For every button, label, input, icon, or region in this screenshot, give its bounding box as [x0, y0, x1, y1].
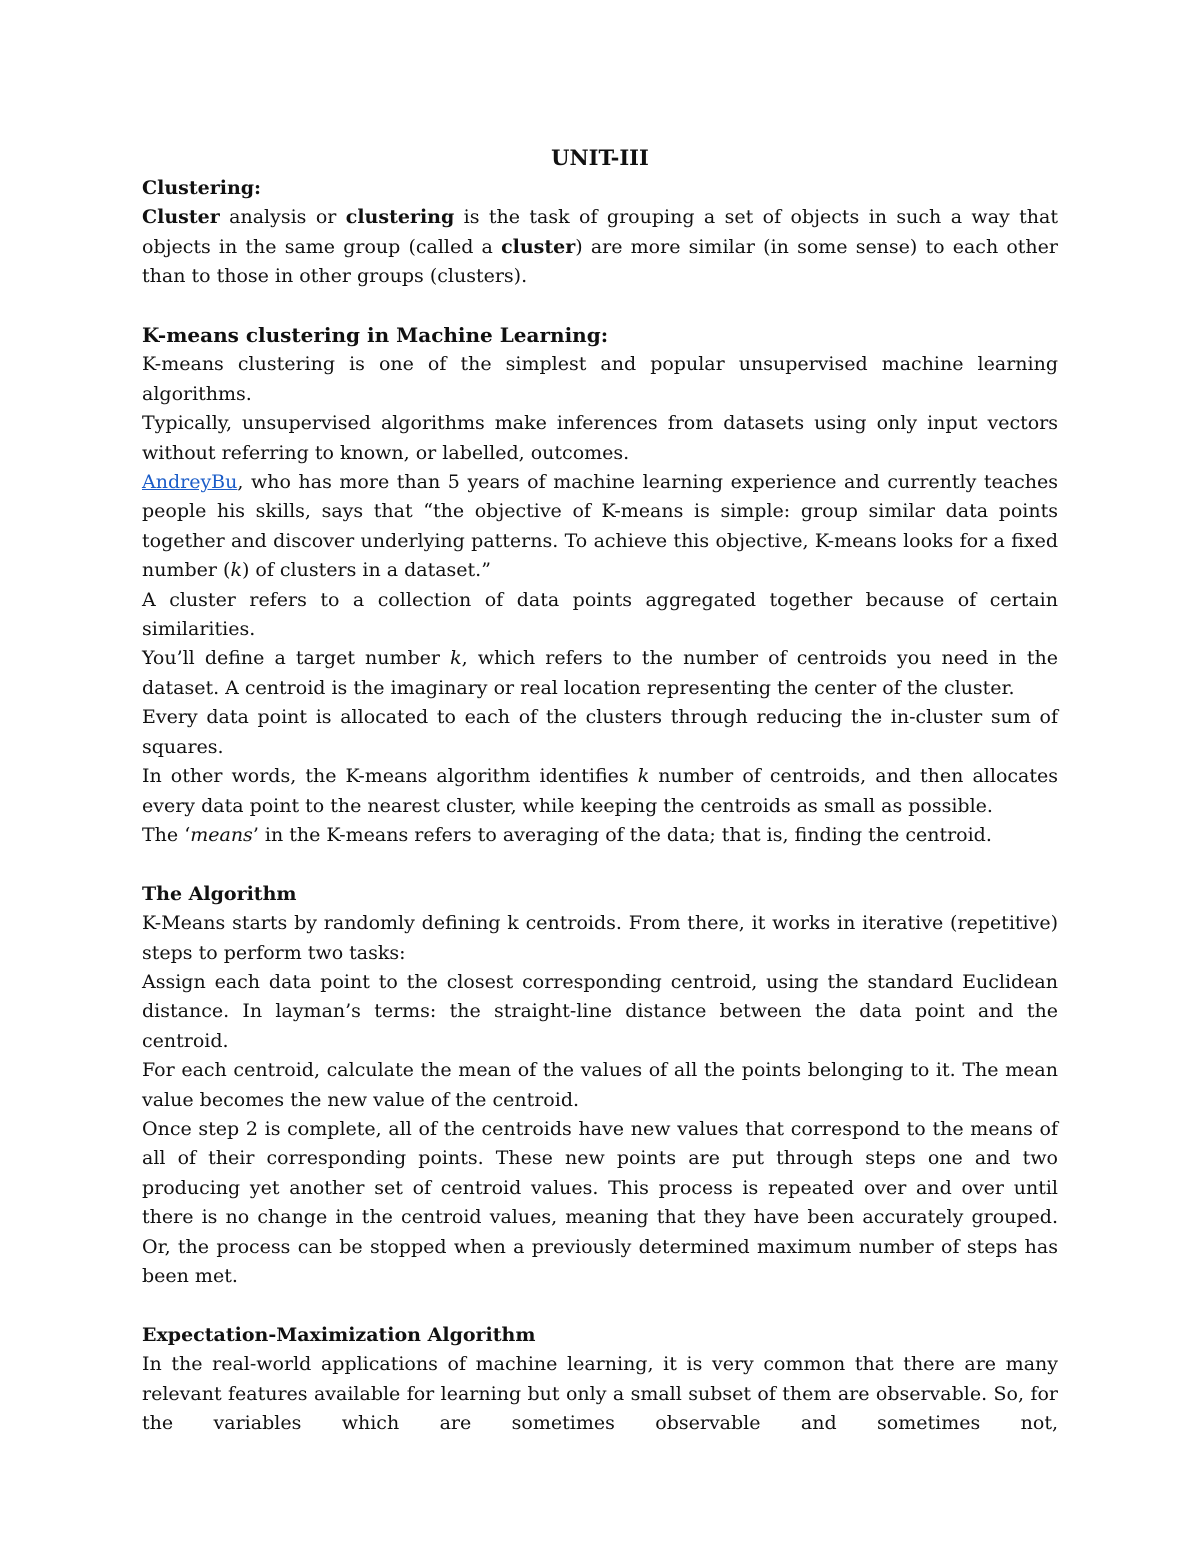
algorithm-paragraph-1: K-Means starts by randomly defining k centroids. From there, it works in iterative (repetitive) steps to perform two tasks:	[142, 912, 1058, 964]
bold-term: clustering	[345, 206, 455, 229]
clustering-heading: Clustering:	[142, 177, 262, 199]
bold-term: cluster	[501, 235, 576, 258]
kmeans-paragraph-4: A cluster refers to a collection of data points aggregated together because of certain similarities.	[142, 588, 1058, 641]
algorithm-heading: The Algorithm	[142, 882, 297, 905]
em-paragraph-1: In the real-world applications of machine learning, it is very common that there are many relevant features available for learning but only a small subset of them are observable. So, for the variables which are sometimes observable and sometimes not,	[142, 1353, 1058, 1435]
clustering-paragraph: Cluster analysis or clustering is the task of grouping a set of objects in such a way that objects in the same group (called a cluster) are more similar (in some sense) to each other than to those in other groups (clusters).	[142, 206, 1058, 288]
document-page	[142, 142, 1058, 1438]
kmeans-paragraph-6: Every data point is allocated to each of the clusters through reducing the in-cluster sum of squares.	[142, 706, 1058, 758]
kmeans-paragraph-5: You’ll define a target number k, which refers to the number of centroids you need in the dataset. A centroid is the imaginary or real location representing the center of the cluster.	[142, 647, 1058, 699]
kmeans-paragraph-7: In other words, the K-means algorithm identifies k number of centroids, and then allocates every data point to the nearest cluster, while keeping the centroids as small as possible.	[142, 765, 1058, 817]
andreybu-link[interactable]: AndreyBu	[142, 471, 238, 494]
algorithm-paragraph-4: Once step 2 is complete, all of the centroids have new values that correspond to the means of all of their corresponding points. These new points are put through steps one and two producing yet another set of centroid values. This process is repeated over and over until there is no change in the centroid values, meaning that they have been accurately grouped. Or, the process can be stopped when a previously determined maximum number of steps has been met.	[142, 1117, 1058, 1287]
em-heading: Expectation-Maximization Algorithm	[142, 1323, 536, 1346]
kmeans-paragraph-8: The ‘means’ in the K-means refers to averaging of the data; that is, finding the centroid.	[142, 823, 992, 846]
kmeans-paragraph-3: AndreyBu, who has more than 5 years of machine learning experience and currently teaches people his skills, says that “the objective of K-means is simple: group similar data points together and discover underlying patterns. To achieve this objective, K-means looks for a fixed number (k) of clusters in a dataset.”	[142, 471, 1058, 582]
kmeans-paragraph-2: Typically, unsupervised algorithms make inferences from datasets using only input vectors without referring to known, or labelled, outcomes.	[142, 412, 1058, 464]
bold-term: Cluster	[142, 206, 220, 229]
kmeans-heading: K-means clustering in Machine Learning:	[142, 323, 609, 348]
algorithm-paragraph-2: Assign each data point to the closest corresponding centroid, using the standard Euclidean distance. In layman’s terms: the straight-line distance between the data point and the centroid.	[142, 970, 1058, 1052]
algorithm-paragraph-3: For each centroid, calculate the mean of the values of all the points belonging to it. The mean value becomes the new value of the centroid.	[142, 1059, 1058, 1111]
kmeans-paragraph-1: K-means clustering is one of the simplest and popular unsupervised machine learning algorithms.	[142, 353, 1058, 405]
page-title: UNIT-III	[551, 145, 649, 170]
